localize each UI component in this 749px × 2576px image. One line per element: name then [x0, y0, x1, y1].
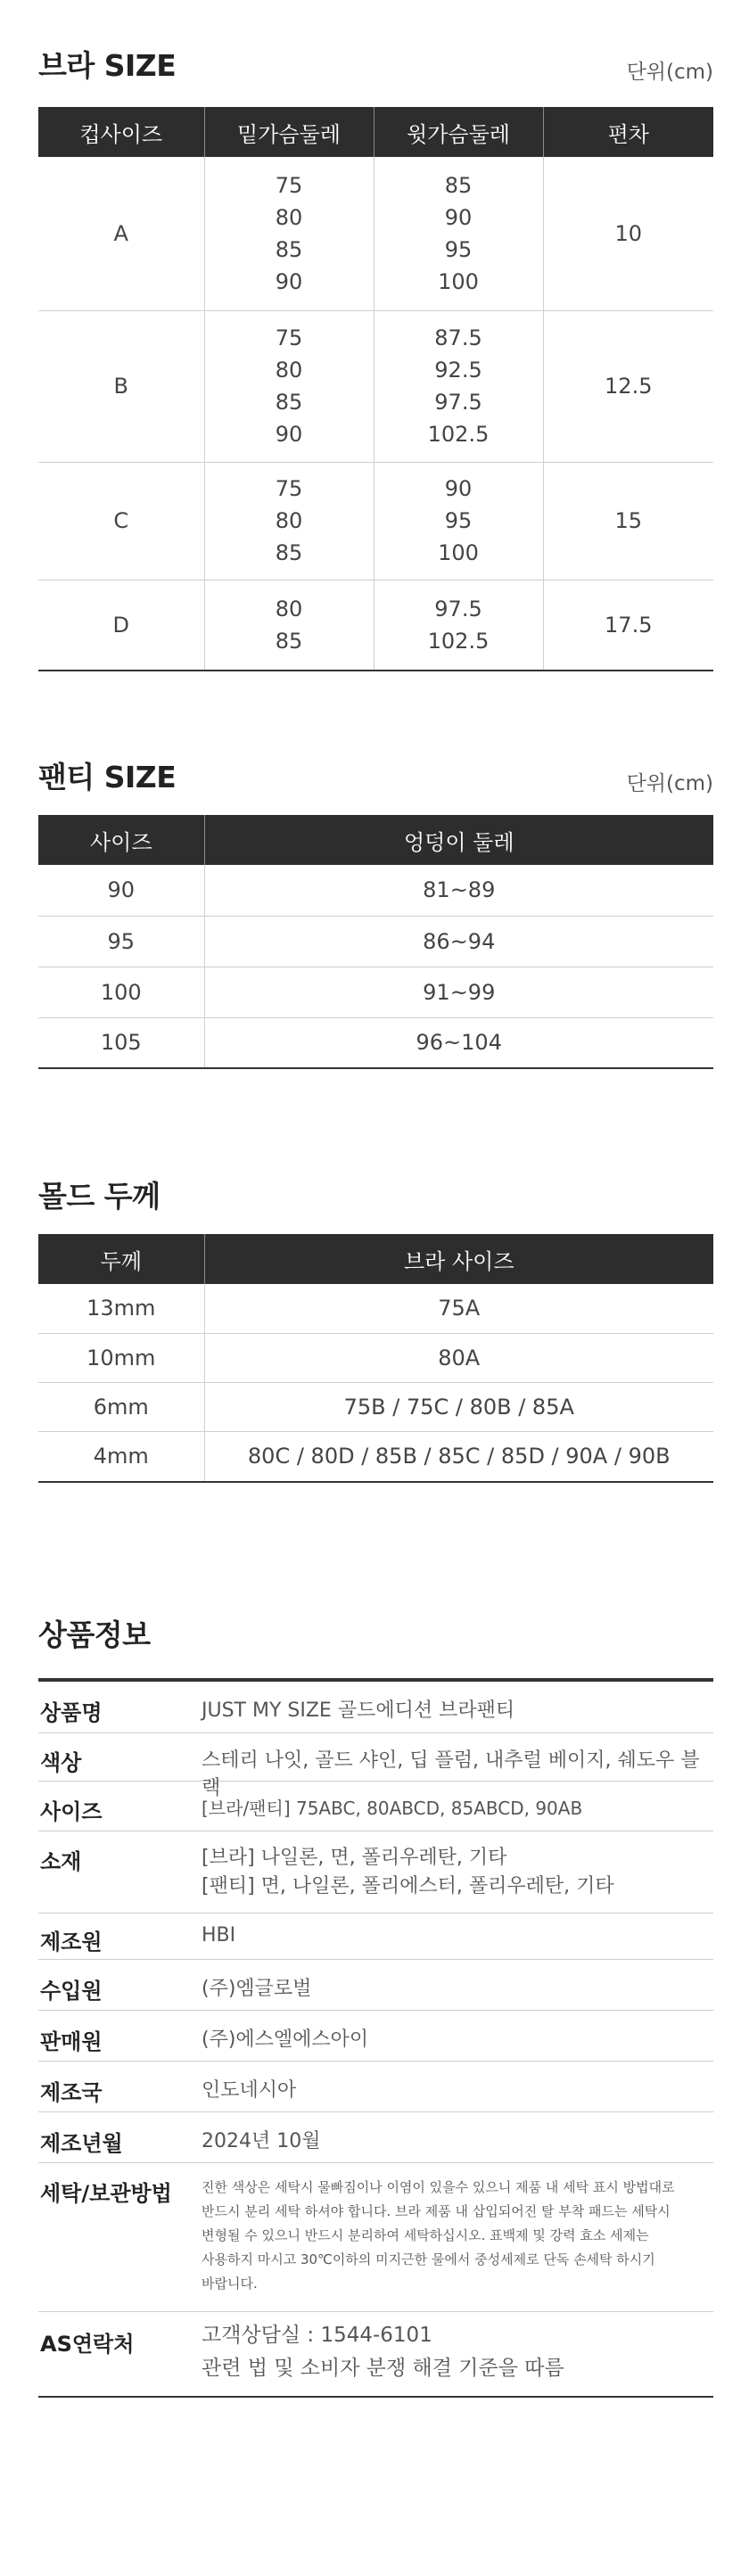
info-value: (주)에스엘에스아이	[202, 2029, 369, 2051]
table-row	[38, 1382, 713, 1431]
table-row	[38, 1431, 713, 1482]
panty-size-section	[38, 754, 713, 1075]
hip-cell: 81~89	[204, 865, 713, 916]
table-row	[38, 157, 713, 310]
bra-unit-label: 단위(cm)	[626, 61, 713, 84]
product-info-table	[38, 1678, 713, 2398]
over-cell: 85 90 95 100	[374, 157, 543, 310]
info-value: 스테리 나잇, 골드 샤인, 딥 플럼, 내추럴 베이지, 쉐도우 블랙	[202, 1749, 700, 1799]
bra-header-over: 윗가슴둘레	[374, 107, 543, 157]
over-cell: 90 95 100	[374, 462, 543, 580]
bra-size-section	[38, 43, 713, 678]
bra-size-title: 브라 SIZE	[38, 48, 177, 83]
over-cell: 97.5 102.5	[374, 580, 543, 671]
panty-header-hip: 엉덩이 둘레	[204, 815, 713, 865]
under-cell: 75 80 85	[204, 462, 374, 580]
hip-cell: 96~104	[204, 1017, 713, 1068]
table-row	[38, 865, 713, 916]
info-row-care	[38, 2163, 713, 2312]
info-row-as-contact	[38, 2312, 713, 2398]
table-row	[38, 967, 713, 1017]
info-row-date	[38, 2112, 713, 2163]
info-row-color	[38, 1733, 713, 1799]
info-row-seller	[38, 2011, 713, 2062]
cup-cell: A	[113, 220, 128, 246]
size-cell: 90	[107, 877, 136, 903]
sizes-cell: 75A	[204, 1284, 713, 1333]
info-value: 진한 색상은 세탁시 물빠짐이나 이염이 있을수 있으니 제품 내 세탁 표시 방법대로 반드시 분리 세탁 하셔야 합니다. 브라 제품 내 삽입되어진 탈 부착 패드는 세탁시 변형될 수 있으니 반드시 분리하여 세탁하십시오. 표백제 및 강력 효소 세제는 사용하지 마시고 30℃이하의 미지근한 물에서 중성세제로 단독 손세탁 하시기 바랍니다.	[202, 2179, 675, 2292]
thickness-cell: 4mm	[38, 1431, 204, 1482]
size-cell: 105	[38, 1017, 204, 1068]
mold-header-sizes: 브라 사이즈	[204, 1234, 713, 1284]
table-row	[38, 1017, 713, 1068]
bra-header-cup: 컵사이즈	[38, 107, 204, 157]
panty-unit-label: 단위(cm)	[626, 772, 713, 795]
info-label: 제조년월	[40, 2131, 123, 2156]
bra-size-table	[38, 107, 713, 671]
table-row	[38, 1284, 713, 1333]
thickness-cell: 10mm	[38, 1333, 204, 1382]
info-row-name	[38, 1682, 713, 1733]
info-label: 판매원	[40, 2029, 103, 2054]
panty-size-table	[38, 815, 713, 1069]
info-value: HBI	[202, 1924, 236, 1946]
table-row	[38, 916, 713, 967]
table-row	[38, 310, 713, 462]
info-label: 색상	[40, 1750, 82, 1775]
under-cell: 75 80 85 90	[204, 157, 374, 310]
panty-header-size: 사이즈	[38, 815, 204, 865]
bra-header-under: 밑가슴둘레	[204, 107, 374, 157]
mold-header-thickness: 두께	[38, 1234, 204, 1284]
info-row-importer	[38, 1960, 713, 2011]
info-value: 2024년 10월	[202, 2130, 321, 2152]
mold-thickness-section	[38, 1173, 713, 1494]
product-info-title: 상품정보	[38, 1617, 151, 1652]
under-cell: 80 85	[204, 580, 374, 671]
cup-cell: C	[38, 462, 204, 580]
thickness-cell: 6mm	[38, 1382, 204, 1431]
info-label: 사이즈	[40, 1799, 103, 1824]
info-value: 인도네시아	[202, 2079, 297, 2102]
sizes-cell: 80C / 80D / 85B / 85C / 85D / 90A / 90B	[204, 1431, 713, 1482]
diff-cell: 17.5	[543, 580, 713, 671]
cup-cell: D	[38, 580, 204, 671]
mold-thickness-title: 몰드 두께	[38, 1179, 160, 1214]
size-cell: 95	[38, 916, 204, 967]
thickness-cell: 13mm	[86, 1296, 156, 1321]
mold-thickness-table	[38, 1234, 713, 1483]
sizes-cell: 75B / 75C / 80B / 85A	[204, 1382, 713, 1431]
info-value: (주)엠글로벌	[202, 1978, 312, 2000]
info-label: 제조원	[40, 1930, 103, 1955]
over-cell: 87.5 92.5 97.5 102.5	[374, 310, 543, 462]
size-cell: 100	[38, 967, 204, 1017]
info-value: [브라/팬티] 75ABC, 80ABCD, 85ABCD, 90AB	[202, 1798, 583, 1819]
info-row-country	[38, 2062, 713, 2112]
table-row	[38, 580, 713, 671]
cup-cell: B	[38, 310, 204, 462]
table-row	[38, 1333, 713, 1382]
info-value: [브라] 나일론, 면, 폴리우레탄, 기타 [팬티] 면, 나일론, 폴리에스터, 폴리우레탄, 기타	[202, 1847, 614, 1897]
diff-cell: 12.5	[543, 310, 713, 462]
diff-cell: 10	[543, 157, 713, 310]
info-label: AS연락처	[40, 2332, 135, 2357]
panty-size-title: 팬티 SIZE	[38, 760, 177, 794]
info-label: 제조국	[40, 2080, 103, 2105]
info-label: 수입원	[40, 1979, 103, 2004]
info-row-material	[38, 1831, 713, 1913]
diff-cell: 15	[543, 462, 713, 580]
info-row-manufacturer	[38, 1913, 713, 1960]
info-label: 상품명	[40, 1700, 103, 1725]
hip-cell: 91~99	[204, 967, 713, 1017]
table-row	[38, 462, 713, 580]
hip-cell: 86~94	[204, 916, 713, 967]
sizes-cell: 80A	[204, 1333, 713, 1382]
under-cell: 75 80 85 90	[204, 310, 374, 462]
info-label: 세탁/보관방법	[40, 2181, 172, 2206]
info-label: 소재	[40, 1849, 82, 1874]
info-value: 고객상담실 : 1544-6101 관련 법 및 소비자 분쟁 해결 기준을 따름	[202, 2324, 564, 2380]
info-value: JUST MY SIZE 골드에디션 브라팬티	[202, 1700, 515, 1722]
bra-header-diff: 편차	[543, 107, 713, 157]
